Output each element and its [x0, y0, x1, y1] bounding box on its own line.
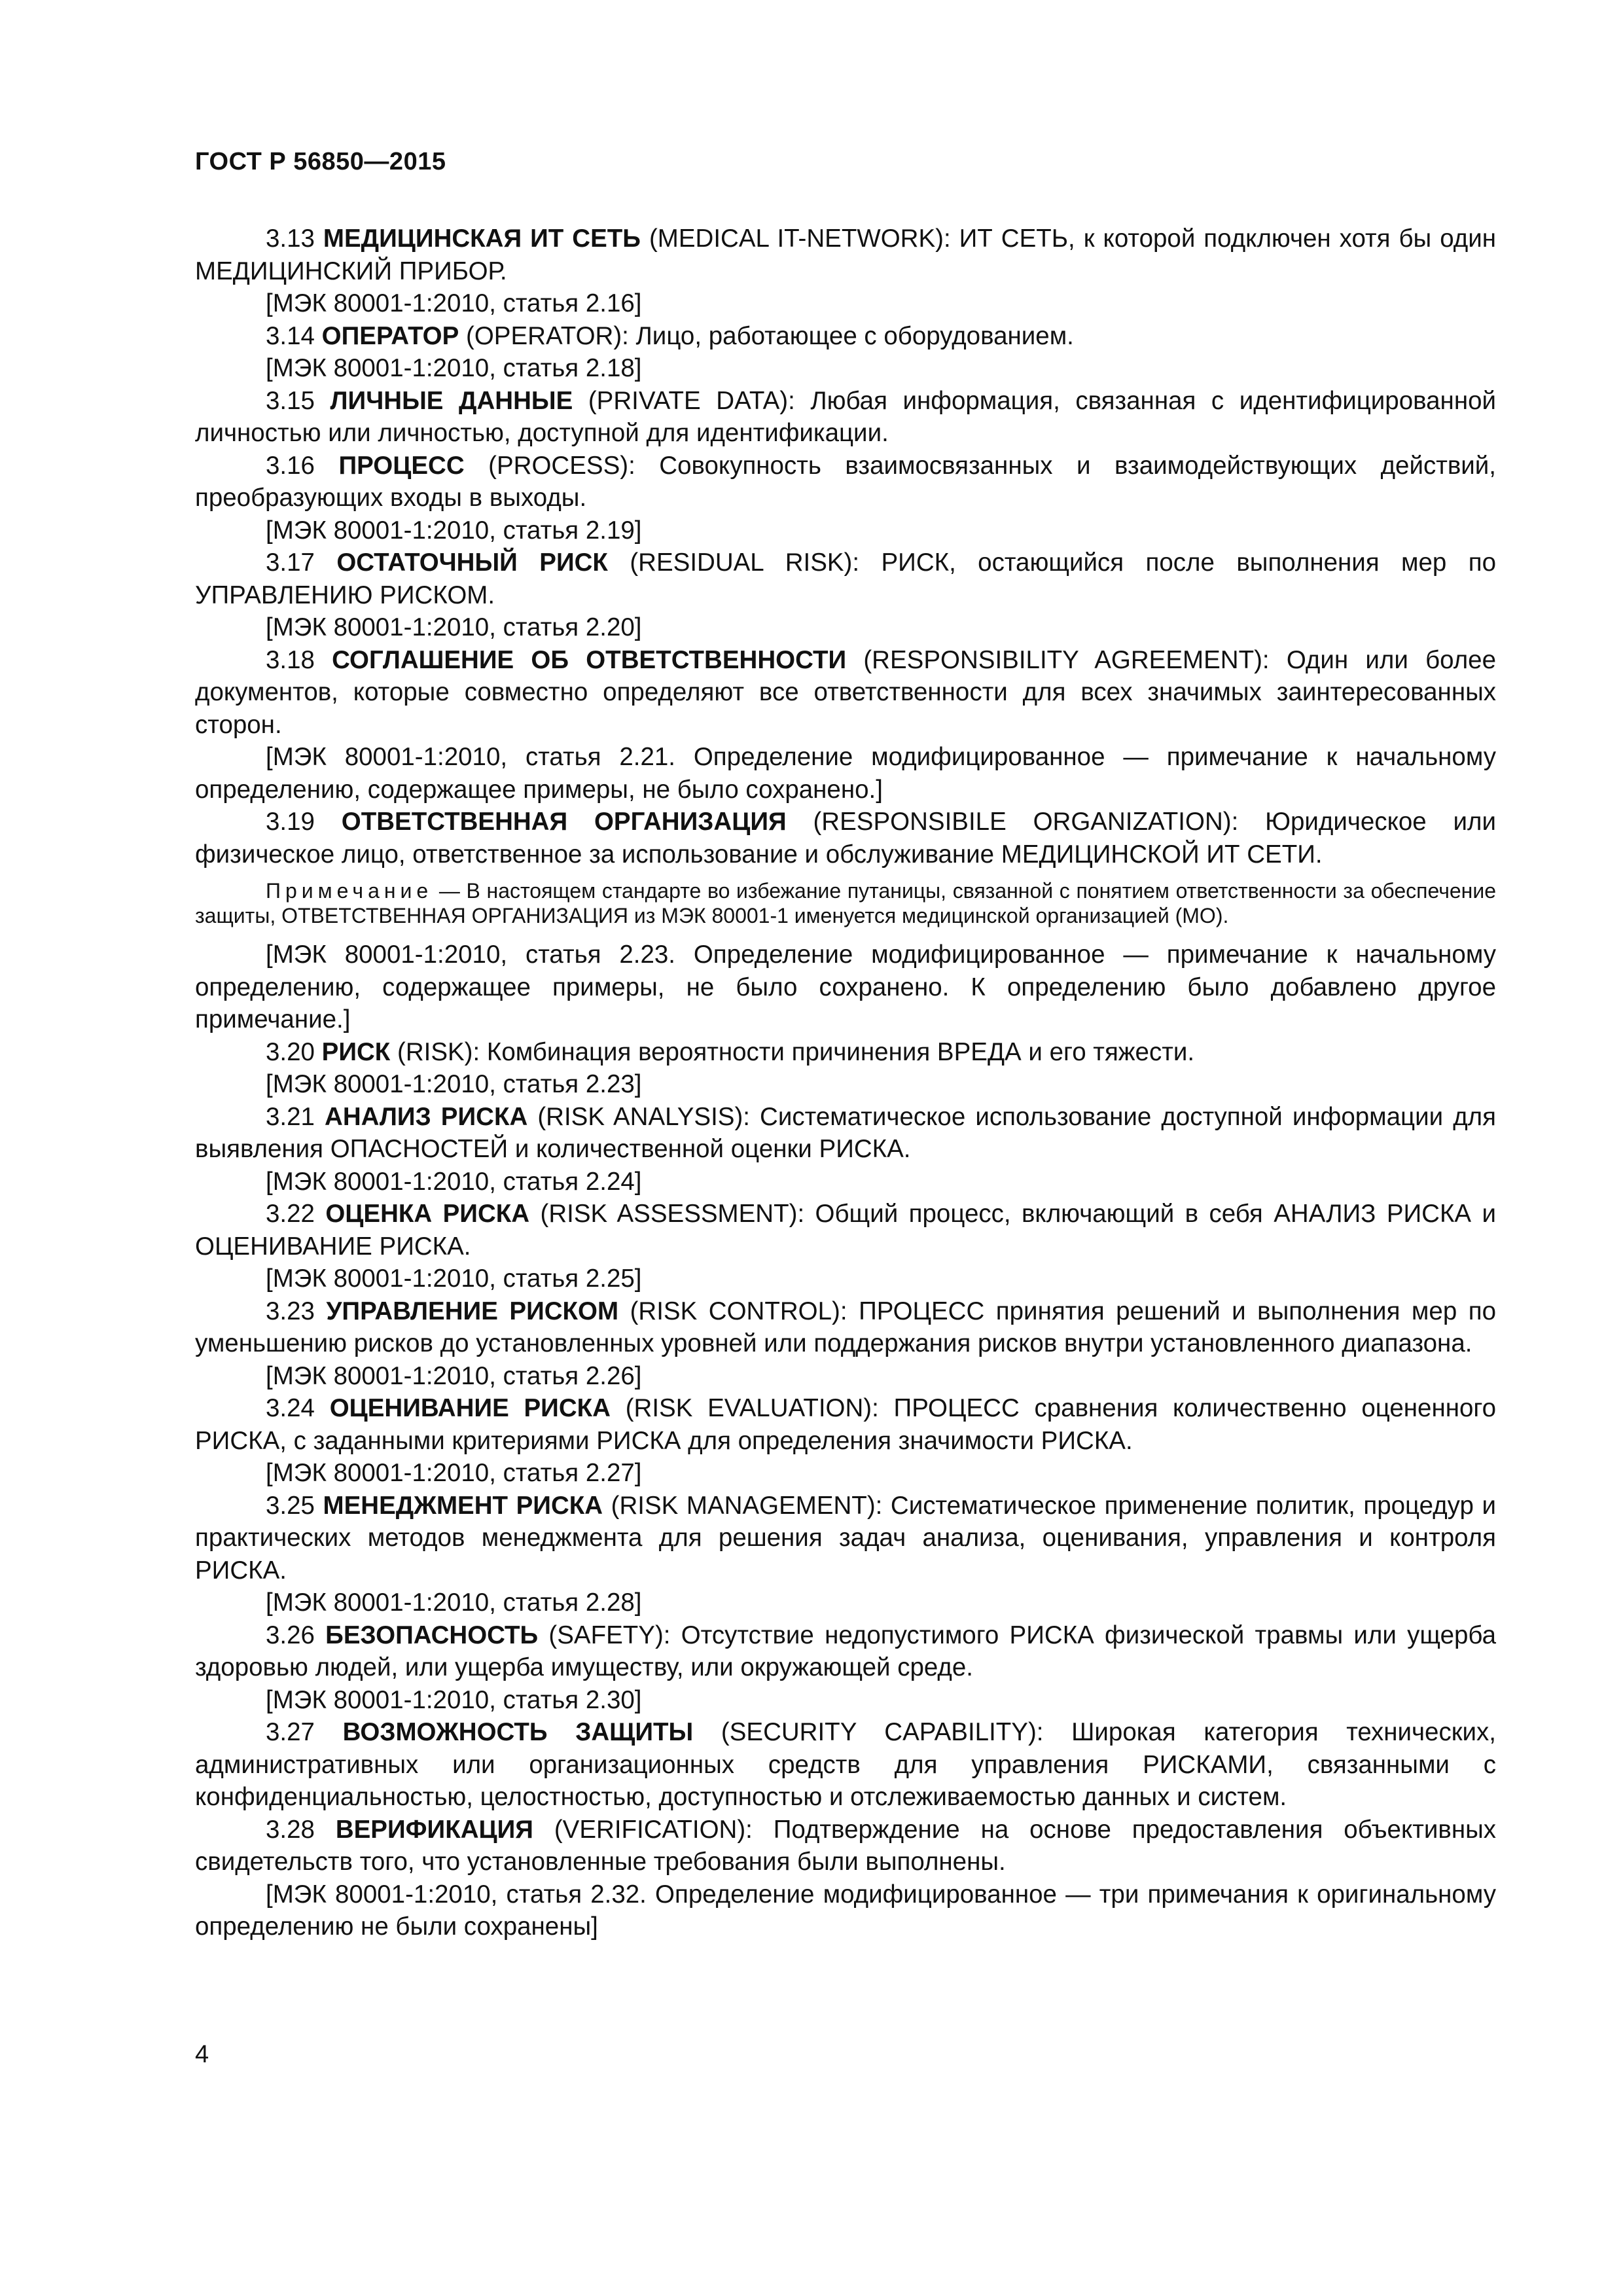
entry-3-23: [195, 1295, 1496, 1360]
note-label: Примечание: [266, 879, 433, 903]
entry-reference: [МЭК 80001-1:2010, статья 2.24]: [266, 1167, 642, 1196]
entry-reference: [МЭК 80001-1:2010, статья 2.28]: [266, 1588, 642, 1617]
entry-term: ВОЗМОЖНОСТЬ ЗАЩИТЫ: [342, 1718, 694, 1746]
entry-reference: [МЭК 80001-1:2010, статья 2.19]: [266, 516, 642, 545]
entry-definition: (RESPONSIBILE ORGANIZATION): Юридическое или физическое лицо, ответственное за использование и обслуживание МЕДИЦИНСКОЙ ИТ СЕТИ.: [195, 808, 1496, 869]
entry-3-17: [195, 547, 1496, 611]
entry-3-25: [195, 1490, 1496, 1587]
entry-number: 3.22: [266, 1200, 315, 1228]
entry-3-14: [195, 320, 1496, 353]
entry-number: 3.16: [266, 451, 315, 480]
page-number: 4: [195, 2041, 209, 2068]
entry-3-28: [195, 1814, 1496, 1878]
entry-number: 3.25: [266, 1491, 315, 1520]
entry-definition: (RISK): Комбинация вероятности причинения ВРЕДА и его тяжести.: [390, 1037, 1195, 1066]
entry-number: 3.14: [266, 321, 315, 350]
entry-term: ВЕРИФИКАЦИЯ: [335, 1815, 533, 1844]
entry-definition: (RISK CONTROL): ПРОЦЕСС принятия решений и выполнения мер по уменьшению рисков до установленных уровней или поддержания рисков внутри установленного диапазона.: [195, 1297, 1497, 1357]
entry-number: 3.20: [266, 1037, 315, 1066]
entry-reference: [МЭК 80001-1:2010, статья 2.27]: [266, 1459, 642, 1487]
entry-3-15: [195, 385, 1496, 450]
entry-number: 3.27: [266, 1718, 315, 1746]
entry-definition: (RISK ASSESSMENT): Общий процесс, включающий в себя АНАЛИЗ РИСКА и ОЦЕНИВАНИЕ РИСКА.: [195, 1200, 1496, 1261]
entry-reference: [МЭК 80001-1:2010, статья 2.18]: [266, 354, 642, 382]
entry-definition: (SAFETY): Отсутствие недопустимого РИСКА физической травмы или ущерба здоровью людей, или ущерба имуществу, или окружающей среде.: [195, 1621, 1496, 1681]
entry-note: [195, 878, 1496, 928]
entry-3-22: [195, 1198, 1496, 1263]
entry-reference: [МЭК 80001-1:2010, статья 2.23. Определение модифицированное — примечание к начальному определению, содержащее примеры, не было сохранено. К определению было добавлено другое примечание.]: [195, 941, 1496, 1033]
entry-reference: [МЭК 80001-1:2010, статья 2.25]: [266, 1265, 642, 1293]
entry-number: 3.18: [266, 645, 315, 674]
entry-term: ПРОЦЕСС: [338, 451, 465, 480]
entry-definition: (VERIFICATION): Подтверждение на основе предоставления объективных свидетельств того, что установленные требования были выполнены.: [195, 1815, 1497, 1876]
entry-term: УПРАВЛЕНИЕ РИСКОМ: [326, 1297, 619, 1325]
entry-definition: (PROCESS): Совокупность взаимосвязанных и взаимодействующих действий, преобразующих входы в выходы.: [195, 451, 1497, 512]
definitions-body: [195, 223, 1496, 1943]
entry-3-18: [195, 644, 1496, 742]
entry-term: БЕЗОПАСНОСТЬ: [325, 1621, 539, 1649]
entry-term: МЕНЕДЖМЕНТ РИСКА: [323, 1491, 603, 1520]
entry-definition: (PRIVATE DATA): Любая информация, связанная с идентифицированной личностью или личностью, доступной для идентификации.: [195, 386, 1496, 447]
entry-reference: [МЭК 80001-1:2010, статья 2.16]: [266, 289, 642, 317]
entry-3-21: [195, 1101, 1496, 1166]
entry-reference: [МЭК 80001-1:2010, статья 2.26]: [266, 1361, 642, 1390]
entry-term: ОТВЕТСТВЕННАЯ ОРГАНИЗАЦИЯ: [341, 808, 787, 836]
entry-3-26: [195, 1619, 1496, 1684]
entry-term: АНАЛИЗ РИСКА: [325, 1102, 528, 1131]
entry-reference: [МЭК 80001-1:2010, статья 2.30]: [266, 1685, 642, 1714]
entry-3-27: [195, 1716, 1496, 1814]
entry-term: РИСК: [321, 1037, 391, 1066]
entry-term: ОЦЕНИВАНИЕ РИСКА: [329, 1394, 611, 1422]
entry-reference: [МЭК 80001-1:2010, статья 2.32. Определение модифицированное — три примечания к оригинальному определению не были сохранены]: [195, 1880, 1496, 1941]
entry-number: 3.28: [266, 1815, 315, 1844]
entry-3-16: [195, 450, 1496, 514]
entry-number: 3.13: [266, 224, 315, 253]
entry-definition: (OPERATOR): Лицо, работающее с оборудованием.: [459, 321, 1074, 350]
entry-3-19: [195, 806, 1496, 870]
note-text: — В настоящем стандарте во избежание путаницы, связанной с понятием ответственности за обеспечение защиты, ОТВЕТСТВЕННАЯ ОРГАНИЗАЦИЯ из МЭК 80001-1 именуется медицинской организацией (МО).: [195, 879, 1496, 927]
entry-definition: (RESIDUAL RISK): РИСК, остающийся после выполнения мер по УПРАВЛЕНИЮ РИСКОМ.: [195, 548, 1496, 609]
entry-term: ОПЕРАТОР: [321, 321, 459, 350]
entry-reference: [МЭК 80001-1:2010, статья 2.21. Определение модифицированное — примечание к начальному определению, содержащее примеры, не было сохранено.]: [195, 743, 1496, 804]
entry-number: 3.24: [266, 1394, 315, 1422]
entry-3-24: [195, 1392, 1496, 1457]
entry-number: 3.23: [266, 1297, 315, 1325]
entry-definition: (RESPONSIBILITY AGREEMENT): Один или более документов, которые совместно определяют все ответственности для всех значимых заинтересованных сторон.: [195, 645, 1496, 739]
entry-number: 3.15: [266, 386, 315, 415]
entry-definition: (RISK ANALYSIS): Систематическое использование доступной информации для выявления ОПАСНОСТЕЙ и количественной оценки РИСКА.: [195, 1102, 1496, 1163]
entry-number: 3.17: [266, 548, 315, 577]
entry-term: СОГЛАШЕНИЕ ОБ ОТВЕТСТВЕННОСТИ: [332, 645, 847, 674]
entry-definition: (RISK EVALUATION): ПРОЦЕСС сравнения количественно оцененного РИСКА, с заданными критериями РИСКА для определения значимости РИСКА.: [195, 1394, 1496, 1455]
entry-term: ЛИЧНЫЕ ДАННЫЕ: [330, 386, 573, 415]
entry-3-20: [195, 1036, 1496, 1069]
entry-term: ОЦЕНКА РИСКА: [325, 1200, 530, 1228]
entry-number: 3.26: [266, 1621, 315, 1649]
entry-term: ОСТАТОЧНЫЙ РИСК: [336, 548, 608, 577]
entry-definition: (MEDICAL IT-NETWORK): ИТ СЕТЬ, к которой подключен хотя бы один МЕДИЦИНСКИЙ ПРИБОР.: [195, 224, 1496, 285]
entry-number: 3.21: [266, 1102, 315, 1131]
entry-3-13: [195, 223, 1496, 287]
entry-reference: [МЭК 80001-1:2010, статья 2.23]: [266, 1070, 642, 1098]
entry-term: МЕДИЦИНСКАЯ ИТ СЕТЬ: [323, 224, 641, 253]
entry-reference: [МЭК 80001-1:2010, статья 2.20]: [266, 613, 642, 641]
entry-number: 3.19: [266, 808, 315, 836]
standard-header: ГОСТ Р 56850—2015: [195, 148, 446, 175]
entry-definition: (SECURITY CAPABILITY): Широкая категория технических, административных или организационных средств для управления РИСКАМИ, связанными с конфиденциальностью, целостностью, доступностью и отслеживаемостью данных и систем.: [195, 1718, 1496, 1811]
entry-definition: (RISK MANAGEMENT): Систематическое применение политик, процедур и практических методов менеджмента для решения задач анализа, оценивания, управления и контроля РИСКА.: [195, 1491, 1496, 1585]
